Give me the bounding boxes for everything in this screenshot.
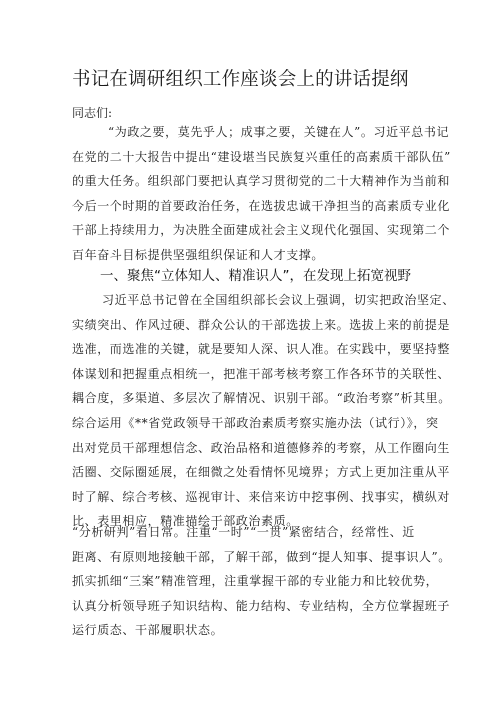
paragraph-line: “分析研判”看日常。注重“一时”“一贯”紧密结合，经常性、近 [72, 525, 415, 539]
salutation: 同志们: [72, 106, 113, 120]
paragraph-line: 比、表里相应，精准描绘干部政治素质。 [72, 514, 299, 529]
paragraph-line: 活圈、交际圈延展，在细微之处看情怀见境界；方式上更加注重从平 [72, 465, 451, 480]
paragraph-line: 习近平总书记曾在全国组织部长会议上强调，切实把政治坚定、 [102, 293, 455, 307]
paragraph-line: 百年奋斗目标提供坚强组织保证和人才支撑。 [72, 247, 325, 262]
paragraph-line: 体谋划和把握重点相统一，把准干部考核考察工作各环节的关联性、 [72, 366, 451, 381]
paragraph-line: 耦合度，多渠道、多层次了解情况、识别干部。“政治考察”析其里。 [72, 391, 451, 406]
paragraph-line: 综合运用《**省党政领导干部政治素质考察实施办法（试行）》，突 [72, 415, 439, 430]
paragraph-line: 出对党员干部理想信念、政治品格和道德修养的考察，从工作圈向生 [72, 440, 451, 455]
paragraph-line: 选准，而选准的关键，就是要知人深、识人准。在实践中，要坚持整 [72, 342, 451, 357]
paragraph-line: 今后一个时期的首要政治任务，在选拔忠诚干净担当的高素质专业化 [72, 198, 451, 213]
paragraph-line: “为政之要，莫先乎人；成事之要，关键在人”。习近平总书记 [108, 125, 450, 139]
document-title: 书记在调研组织工作座谈会上的讲话提纲 [72, 69, 409, 90]
paragraph-line: 距离、有原则地接触干部，了解干部，做到“提人知事、提事识人”。 [72, 549, 451, 564]
paragraph-line: 在党的二十大报告中提出“建设堪当民族复兴重任的高素质干部队伍” [72, 149, 451, 164]
paragraph-line: 抓实抓细“三案”精准管理，注重掌握干部的专业能力和比较优势， [72, 574, 439, 589]
paragraph-line: 时了解、综合考核、巡视审计、来信来访中挖事例、找事实，横纵对 [72, 489, 451, 504]
section-heading: 一、聚焦“立体知人、精准识人”，在发现上拓宽视野 [100, 268, 411, 284]
paragraph-intro [72, 120, 451, 268]
paragraph-line: 实绩突出、作风过硬、群众公认的干部选拔上来。选拔上来的前提是 [72, 317, 451, 332]
paragraph-section1 [72, 288, 455, 534]
paragraph-line: 的重大任务。组织部门要把认真学习贯彻党的二十大精神作为当前和 [72, 174, 451, 189]
paragraph-line: 干部上持续用力，为决胜全面建成社会主义现代化强国、实现第二个 [72, 223, 451, 238]
paragraph-analysis [72, 520, 451, 643]
paragraph-line: 运行质态、干部履职状态。 [72, 623, 224, 638]
paragraph-line: 认真分析领导班子知识结构、能力结构、专业结构，全方位掌握班子 [72, 598, 451, 613]
